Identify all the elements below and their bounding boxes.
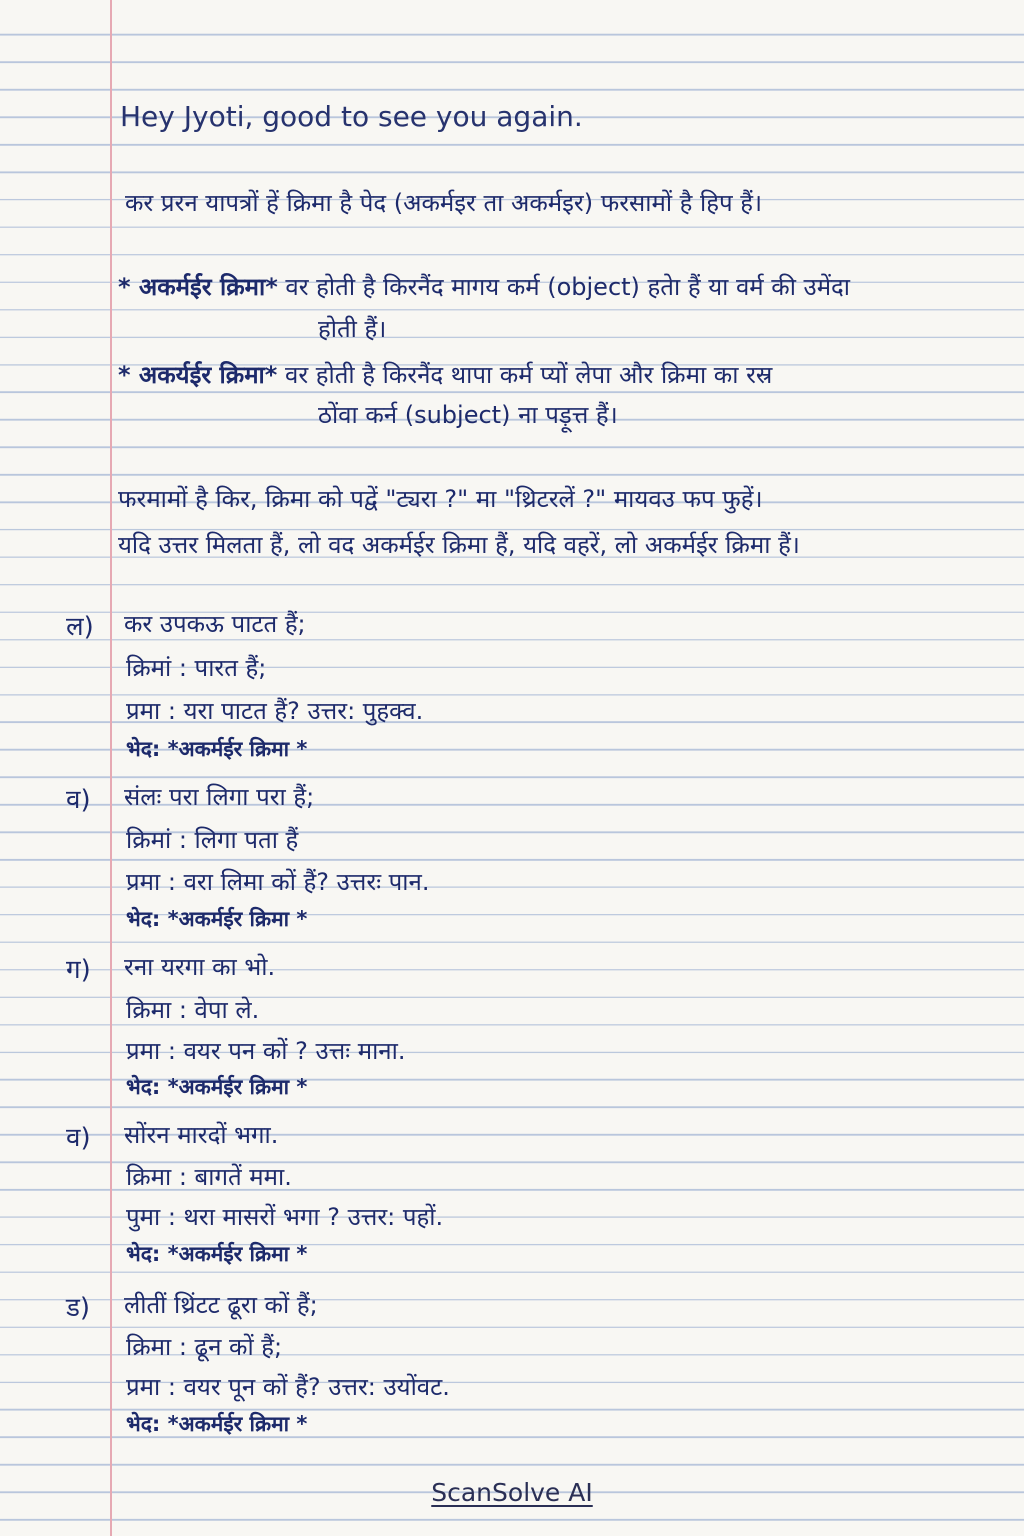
item-4-sentence: सोंरन मारदों भगा.	[124, 1121, 279, 1149]
item-1-sentence: कर उपकऊ पाटत हैं;	[124, 610, 306, 638]
item-5-sentence: लीतीं थ्रिंटट ढूरा कों हैं;	[124, 1291, 318, 1319]
intro-text: कर प्ररन यापत्रों हें क्रिमा है पेद (अकर्मइर ता अकर्मइर) फरसामों है हिप हैं।	[125, 189, 763, 217]
item-2-label: व)	[66, 785, 91, 815]
item-3-bhed: भेद: *अकर्मईर क्रिमा *	[126, 1075, 308, 1099]
item-1-label: ल)	[66, 612, 94, 642]
item-5-prashna: प्रमा : वयर पून कों हैं? उत्तर: उयोंवट.	[126, 1373, 450, 1401]
definition-2-text: वर होती है किरनैंद थापा कर्म प्यों लेपा और क्रिमा का रस्र	[284, 361, 773, 389]
item-5-kriya: क्रिमा : ढून कों हैं;	[126, 1333, 283, 1361]
item-1-kriya: क्रिमां : पारत हैं;	[126, 654, 267, 682]
definition-1-term: * अकर्मर्ईर क्रिमा*	[118, 273, 278, 301]
margin-line	[110, 0, 112, 1536]
item-3-label: ग)	[66, 955, 91, 985]
item-1-prashna: प्रमा : यरा पाटत हैं? उत्तर: पुहक्व.	[126, 697, 424, 725]
method-line-2: यदि उत्तर मिलता हैं, लो वद अकर्मईर क्रिमा हैं, यदि वहरें, लो अकर्मईर क्रिमा हैं।	[118, 531, 800, 559]
definition-1-line	[118, 270, 850, 303]
item-4-bhed: भेद: *अकर्मईर क्रिमा *	[126, 1242, 308, 1266]
method-line-1: फरमामों है किर, क्रिमा को पद्वें "ट्यरा ?" मा "थ्रिटरलें ?" मायवउ फप फुहें।	[118, 485, 763, 513]
item-3-kriya: क्रिमा : वेपा ले.	[126, 996, 260, 1024]
definition-2-continuation: ठोंवा कर्न (subject) ना पड़ूत्त हैं।	[318, 401, 618, 429]
item-3-prashna: प्रमा : वयर पन कों ? उत्तः माना.	[126, 1037, 406, 1065]
item-3-sentence: रना यरगा का भो.	[124, 953, 276, 981]
definition-2-term: * अकर्यईर क्रिमा*	[118, 361, 278, 389]
definition-2-line	[118, 358, 772, 391]
item-1-bhed: भेद: *अकर्मईर क्रिमा *	[126, 737, 308, 761]
item-2-bhed: भेद: *अकर्मईर क्रिमा *	[126, 907, 308, 931]
greeting-text: Hey Jyoti, good to see you again.	[120, 100, 583, 133]
definition-1-text: वर होती है किरनैंद मागय कर्म (object) हतेा हैं या वर्म की उमेंदा	[285, 273, 851, 301]
item-2-kriya: क्रिमां : लिगा पता हैं	[126, 826, 299, 854]
item-4-kriya: क्रिमा : बागतें ममा.	[126, 1163, 292, 1191]
item-4-prashna: पुमा : थरा मासरों भगा ? उत्तर: पहों.	[126, 1203, 444, 1231]
item-2-sentence: संलः परा लिगा परा हैं;	[124, 783, 315, 811]
item-2-prashna: प्रमा : वरा लिमा कों हैं? उत्तरः पान.	[126, 868, 430, 896]
item-5-bhed: भेद: *अकर्मईर क्रिमा *	[126, 1412, 308, 1436]
item-5-label: ड)	[66, 1293, 91, 1323]
footer-brand-text: ScanSolve AI	[431, 1478, 593, 1507]
item-4-label: व)	[66, 1123, 91, 1153]
footer-brand	[0, 1478, 1024, 1507]
definition-1-continuation: होती हैं।	[318, 315, 387, 343]
